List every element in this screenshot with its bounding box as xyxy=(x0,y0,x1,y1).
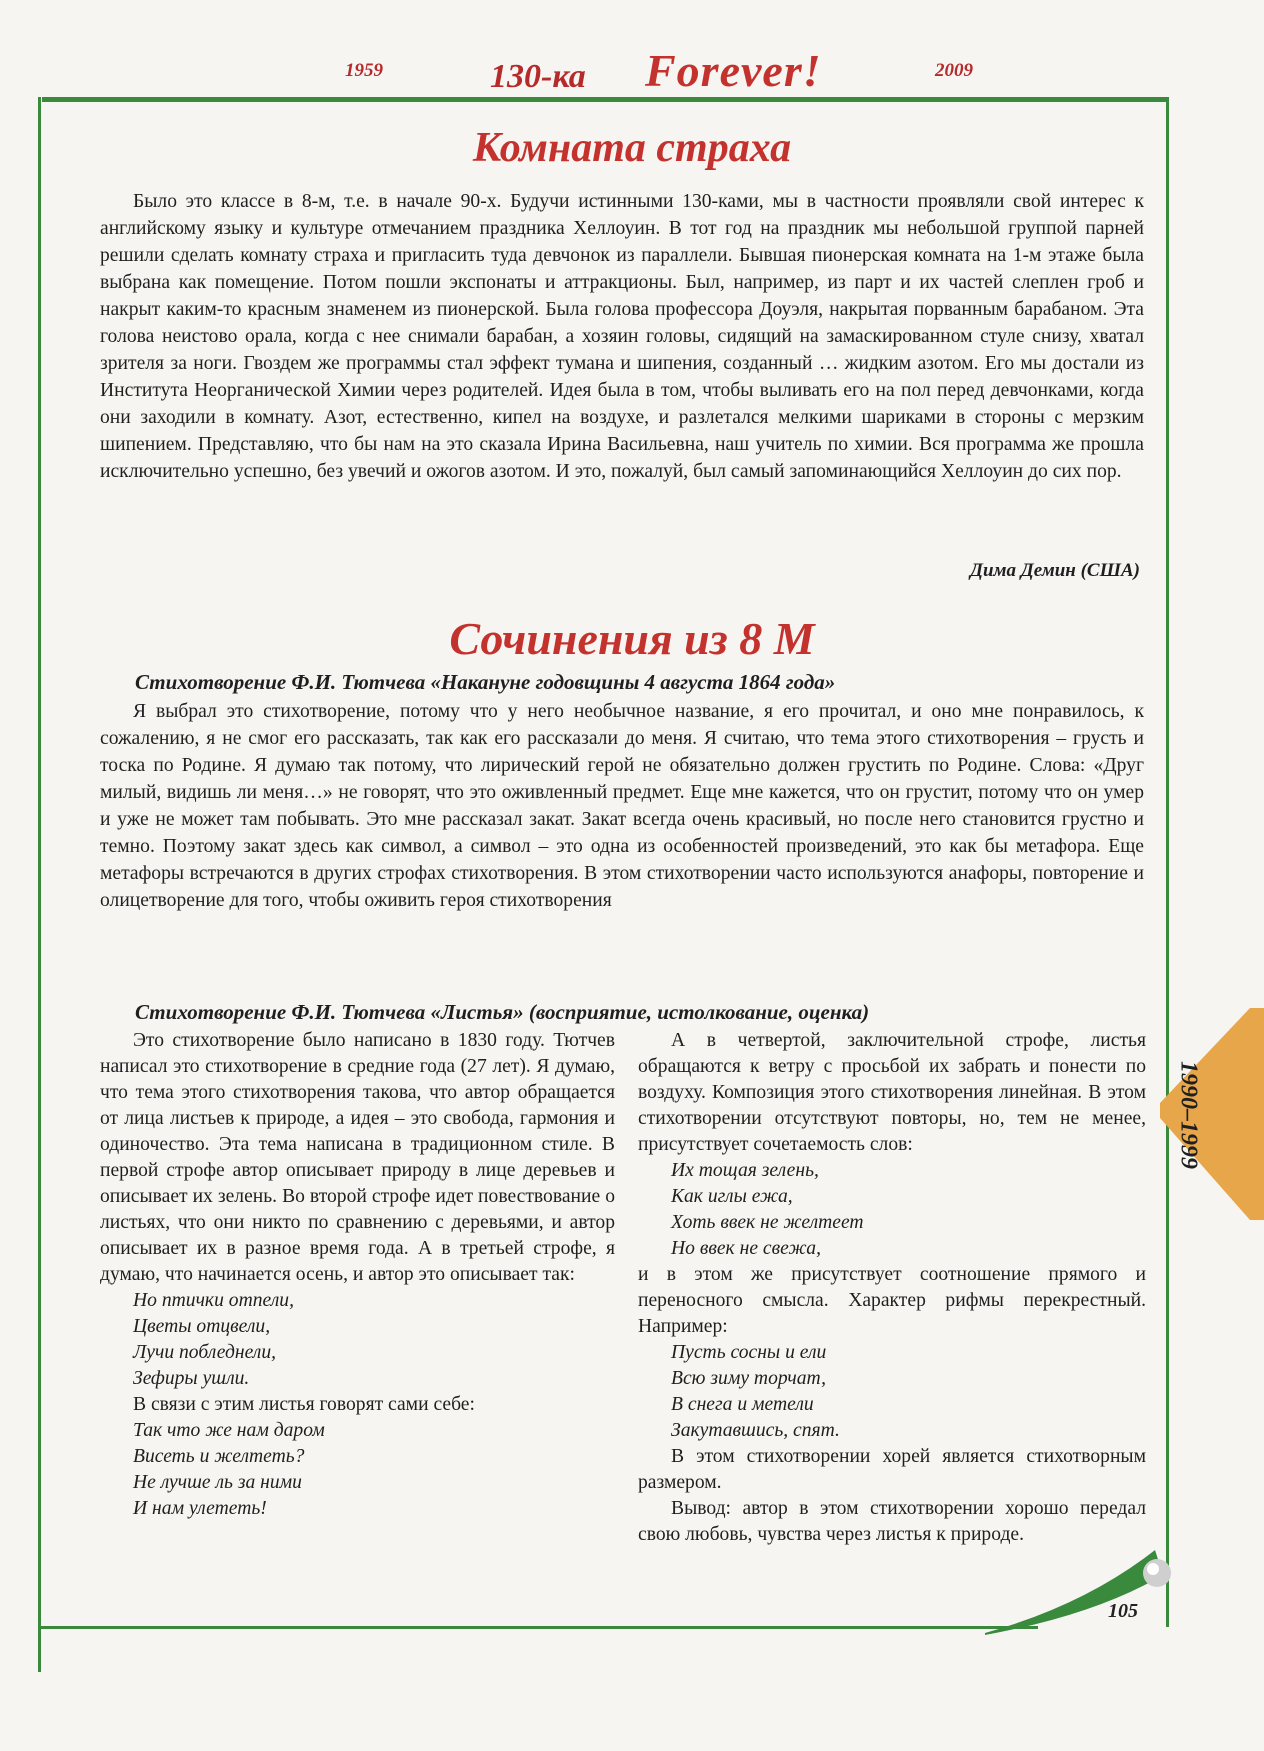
essay2-left-column xyxy=(100,1028,615,1522)
verse-line: И нам улететь! xyxy=(133,1498,267,1519)
essay2-heading: Стихотворение Ф.И. Тютчева «Листья» (восприятие, истолкование, оценка) xyxy=(135,1000,870,1024)
story-author: Дима Демин (США) xyxy=(969,560,1140,581)
logo-word: Forever! xyxy=(645,45,822,96)
essay2-right-column xyxy=(638,1028,1146,1548)
decade-label: 1990–1999 xyxy=(1175,1061,1202,1169)
verse-line: Лучи побледнели, xyxy=(133,1342,277,1363)
header-year-end: 2009 xyxy=(935,60,973,81)
verse-line: В снега и метели xyxy=(671,1394,814,1415)
story-title: Комната страха xyxy=(472,125,792,171)
verse-line: Так что же нам даром xyxy=(133,1420,325,1441)
verse-line: Всю зиму торчат, xyxy=(671,1368,827,1389)
verse-line: Но ввек не свежа, xyxy=(671,1238,822,1259)
verse-line: Висеть и желтеть? xyxy=(133,1446,305,1467)
header-year-start: 1959 xyxy=(345,60,383,81)
verse-line: Как иглы ежа, xyxy=(671,1186,793,1207)
frame-bottom-border xyxy=(38,1626,1038,1629)
story-paragraph: Было это классе в 8-м, т.е. в начале 90-х. Будучи истинными 130-ками, мы в частности проявляли свой интерес к английскому языку и культуре отмечанием праздника Хеллоуин. В тот год на праздник мы небольшой группой парней решили сделать комнату страха и пригласить туда девчонок из параллели. Бывшая пионерская комната на 1-м этаже была выбрана как помещение. Потом пошли экспонаты и аттракционы. Был, например, из парт и их частей слеплен гроб и накрыт каким-то красным знаменем из пионерской. Была голова профессора Доуэля, накрытая порванным барабаном. Эта голова неистово орала, когда с нее снимали барабан, а хозяин головы, сидящий на замаскированном стуле снизу, хватал зрителя за ноги. Гвоздем же программы стал эффект тумана и шипения, созданный … жидким азотом. Его мы достали из Института Неорганической Химии через родителей. Идея была в том, чтобы выливать его на пол перед девчонками, когда они заходили в комнату. Азот, естественно, кипел на воздухе, и разлетался мелкими шариками в стороны с мерзким шипением. Представляю, что бы нам на это сказала Ирина Васильевна, наш учитель по химии. Вся программа же прошла исключительно успешно, без увечий и ожогов азотом. И это, пожалуй, был самый запоминающийся Хеллоуин до сих пор. xyxy=(100,191,1144,482)
essay1-body xyxy=(100,698,1144,914)
frame-right-border xyxy=(1166,97,1169,1627)
verse-line: Их тощая зелень, xyxy=(671,1160,819,1181)
header-logo xyxy=(480,44,860,104)
essay2-paragraph: и в этом же присутствует соотношение прямого и переносного смысла. Характер рифмы перекрестный. Например: xyxy=(638,1264,1146,1337)
essay2-paragraph: В этом стихотворении хорей является стихотворным размером. xyxy=(638,1446,1146,1493)
frame-left-border xyxy=(38,97,41,1672)
essay2-paragraph: В связи с этим листья говорят сами себе: xyxy=(133,1394,475,1415)
verse-line: Цветы отцвели, xyxy=(133,1316,271,1337)
verse-line: Не лучше ль за ними xyxy=(133,1472,302,1493)
essay2-paragraph: Это стихотворение было написано в 1830 году. Тютчев написал это стихотворение в средние года (27 лет). Я думаю, что тема этого стихотворения такова, что автор обращается от лица листьев к природе, а идея – это свобода, гармония и одиночество. Эта тема написана в традиционном стиле. В первой строфе автор описывает природу в лице деревьев и описывает их зелень. Во второй строфе идет повествование о листьях, что они никто по сравнению с деревьями, и автор описывает их в разное время года. А в третьей строфе, я думаю, что начинается осень, и автор это описывает так: xyxy=(100,1030,615,1285)
verse-line: Зефиры ушли. xyxy=(133,1368,250,1389)
essay1-heading: Стихотворение Ф.И. Тютчева «Накануне годовщины 4 августа 1864 года» xyxy=(135,670,836,694)
essay1-paragraph: Я выбрал это стихотворение, потому что у него необычное название, я его прочитал, и оно мне понравилось, к сожалению, я не смог его рассказать, так как его рассказали до меня. Я считаю, что тема этого стихотворения – грусть и тоска по Родине. Я думаю так потому, что лирический герой не обязательно должен грустить по Родине. Слова: «Друг милый, видишь ли меня…» не говорят, что это оживленный предмет. Еще мне кажется, что он грустит, потому что он умер и уже не может там побывать. Это мне рассказал закат. Закат всегда очень красивый, но после него становится грустно и темно. Поэтому закат здесь как символ, а символ – это одна из особенностей произведений, это как бы метафора. Еще метафоры встречаются в других строфах стихотворения. В этом стихотворении часто используются анафоры, повторение и олицетворение для того, чтобы оживить героя стихотворения xyxy=(100,701,1144,911)
verse-line: Хоть ввек не желтеет xyxy=(671,1212,864,1233)
essay2-paragraph: А в четвертой, заключительной строфе, листья обращаются к ветру с просьбой их забрать и понести по воздуху. Композиция этого стихотворения линейная. В этом стихотворении отсутствуют повторы, но, тем не менее, присутствует сочетаемость слов: xyxy=(638,1030,1146,1155)
story-body xyxy=(100,188,1144,485)
logo-number: 130-ка xyxy=(490,58,586,95)
page-number: 105 xyxy=(1108,1600,1138,1622)
verse-line: Закутавшись, спят. xyxy=(671,1420,840,1441)
verse-line: Но птички отпели, xyxy=(133,1290,294,1311)
verse-line: Пусть сосны и ели xyxy=(671,1342,827,1363)
frame-top-border xyxy=(42,97,1167,102)
essays-title: Сочинения из 8 М xyxy=(449,613,815,664)
essay2-paragraph: Вывод: автор в этом стихотворении хорошо передал свою любовь, чувства через листья к природе. xyxy=(638,1498,1146,1545)
page-corner-swoosh-icon xyxy=(985,1545,1175,1635)
